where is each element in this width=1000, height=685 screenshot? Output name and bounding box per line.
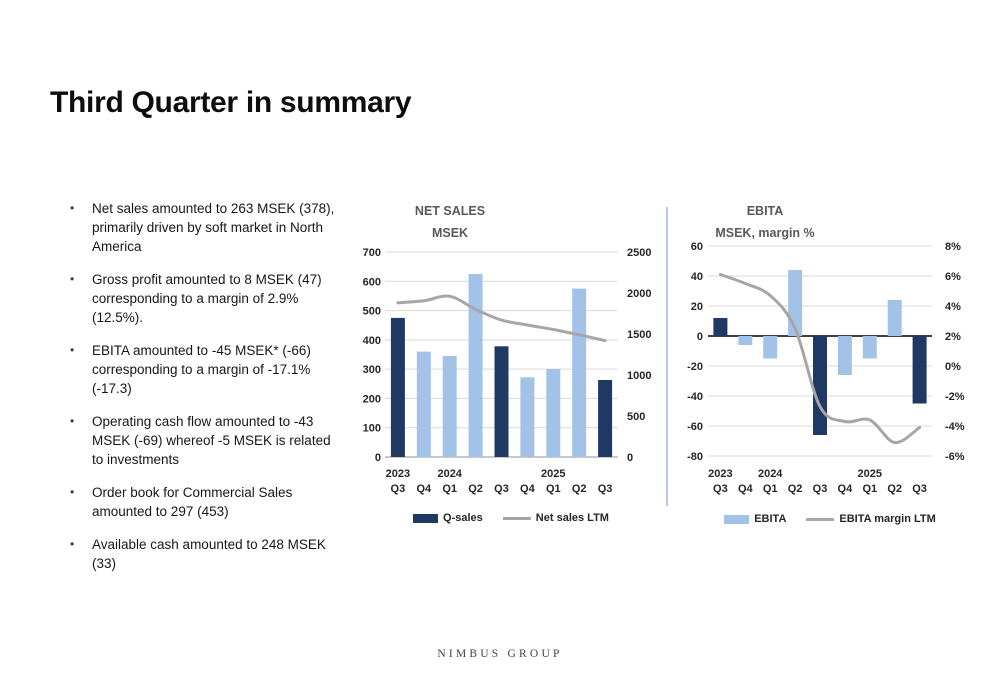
bullet-item (70, 199, 342, 256)
left-axis-tick: -80 (687, 451, 703, 463)
right-axis-tick: 2000 (627, 288, 652, 300)
bullet-item (70, 341, 342, 398)
bullet-marker: • (70, 272, 75, 286)
bullet-text: Operating cash flow amounted to -43 MSEK (-69) whereof -5 MSEK is related to investments (92, 414, 331, 467)
bar-series (713, 270, 926, 435)
bullet-marker: • (70, 537, 75, 551)
bar (913, 336, 927, 404)
category-axis (708, 468, 927, 495)
left-axis-tick: 200 (362, 393, 381, 406)
footer-logo: NIMBUS GROUP (437, 648, 563, 660)
legend-label: EBITA (754, 513, 787, 525)
bullet-text: EBITA amounted to -45 MSEK* (-66) corresponding to a margin of -17.1% (-17.3) (92, 343, 311, 396)
ebita-subtitle-line: MSEK, margin % (715, 226, 815, 240)
left-axis-tick: 500 (362, 305, 381, 318)
bullet-item (70, 412, 342, 469)
bar (763, 336, 777, 359)
legend-bar-swatch (413, 514, 438, 523)
quarter-label: Q1 (862, 483, 878, 495)
bar (713, 318, 727, 336)
right-axis-tick: 1000 (627, 370, 652, 382)
bar (495, 346, 509, 457)
slide-title: Third Quarter in summary (50, 86, 412, 119)
right-axis-tick: 2% (945, 331, 961, 343)
quarter-label: Q4 (520, 483, 535, 495)
bullet-item (70, 483, 342, 521)
category-axis (386, 468, 613, 495)
legend-item (724, 513, 786, 525)
left-axis-tick: 0 (696, 331, 703, 343)
ebita-chart (665, 196, 995, 506)
net-sales-subtitle-line: MSEK (431, 226, 469, 240)
quarter-label: Q3 (494, 483, 509, 495)
left-axis-tick: -20 (687, 361, 703, 373)
year-label: 2023 (708, 468, 733, 480)
bullet-item (70, 535, 342, 573)
year-label: 2025 (857, 468, 883, 480)
bullet-text: Net sales amounted to 263 MSEK (378), primarily driven by soft market in North America (92, 201, 335, 254)
right-axis-tick: 500 (627, 411, 646, 423)
bullet-text: Gross profit amounted to 8 MSEK (47) corresponding to a margin of 2.9% (12.5%). (92, 272, 322, 325)
left-axis-tick: 400 (362, 334, 381, 347)
bar (572, 289, 586, 457)
bar (546, 369, 560, 457)
quarter-label: Q1 (545, 483, 561, 495)
bullet-marker: • (70, 414, 75, 428)
bar (863, 336, 877, 359)
right-axis-tick: 8% (945, 241, 961, 253)
left-axis-tick: 700 (362, 247, 381, 259)
quarter-label: Q2 (887, 483, 903, 495)
bar (738, 336, 752, 345)
ebita-legend (665, 513, 995, 525)
bullet-marker: • (70, 343, 75, 357)
right-axis-tick: -6% (945, 451, 965, 463)
right-axis-tick: -2% (945, 391, 965, 403)
left-axis-tick: 300 (362, 364, 381, 377)
quarter-label: Q2 (571, 483, 587, 495)
legend-item (806, 513, 935, 525)
right-axis-tick: 4% (945, 301, 961, 313)
bar (391, 318, 405, 457)
legend-label: Q-sales (443, 512, 483, 524)
bullet-text: Order book for Commercial Sales amounted to 297 (453) (92, 485, 293, 519)
quarter-label: Q2 (468, 483, 483, 495)
left-axis-tick: 40 (690, 271, 703, 283)
bar (838, 336, 852, 375)
bar (520, 377, 534, 457)
legend-label: EBITA margin LTM (839, 513, 936, 525)
right-axis-tick: 0% (945, 361, 961, 373)
bar (888, 300, 902, 336)
left-axis-tick: 20 (690, 301, 703, 313)
net-sales-chart (355, 196, 667, 506)
quarter-label: Q4 (416, 483, 432, 495)
right-axis-tick: 2500 (627, 247, 652, 259)
right-axis-tick: 6% (945, 271, 961, 283)
bullet-marker: • (70, 201, 75, 215)
bullet-text: Available cash amounted to 248 MSEK (33) (92, 537, 326, 571)
bar (469, 274, 483, 457)
quarter-label: Q3 (812, 483, 828, 495)
quarter-label: Q3 (713, 483, 728, 495)
quarter-label: Q3 (597, 483, 613, 495)
quarter-label: Q3 (390, 483, 406, 495)
quarter-label: Q1 (762, 483, 778, 495)
legend-bar-swatch (724, 515, 749, 524)
net-sales-title-line: NET SALES (414, 204, 486, 218)
bullet-list (70, 199, 342, 587)
left-axis-tick: 600 (362, 276, 381, 289)
ebita-title-line: EBITA (746, 204, 784, 218)
bullet-item (70, 270, 342, 327)
quarter-label: Q4 (737, 483, 753, 495)
year-label: 2024 (437, 468, 462, 480)
left-axis-tick: 0 (374, 452, 381, 464)
quarter-label: Q4 (837, 483, 853, 495)
legend-line-swatch (806, 518, 834, 521)
quarter-label: Q1 (442, 483, 458, 495)
bullet-marker: • (70, 485, 75, 499)
year-label: 2025 (541, 468, 566, 480)
net-sales-legend (355, 512, 667, 524)
quarter-label: Q2 (787, 483, 803, 495)
bar (443, 356, 457, 457)
left-axis-tick: 60 (690, 241, 703, 253)
left-axis-tick: -40 (687, 391, 703, 403)
left-axis-tick: 100 (362, 422, 381, 435)
right-axis-tick: 0 (627, 452, 634, 464)
legend-item (503, 512, 609, 524)
bar (813, 336, 827, 435)
bar (417, 352, 431, 457)
legend-item (413, 512, 483, 524)
year-label: 2024 (757, 468, 783, 480)
bar (598, 380, 612, 457)
left-axis-tick: -60 (687, 421, 703, 433)
year-label: 2023 (385, 468, 411, 480)
right-axis-tick: 1500 (627, 329, 652, 341)
right-axis-tick: -4% (945, 421, 965, 433)
quarter-label: Q3 (912, 483, 927, 495)
legend-line-swatch (503, 517, 531, 520)
legend-label: Net sales LTM (535, 512, 609, 524)
